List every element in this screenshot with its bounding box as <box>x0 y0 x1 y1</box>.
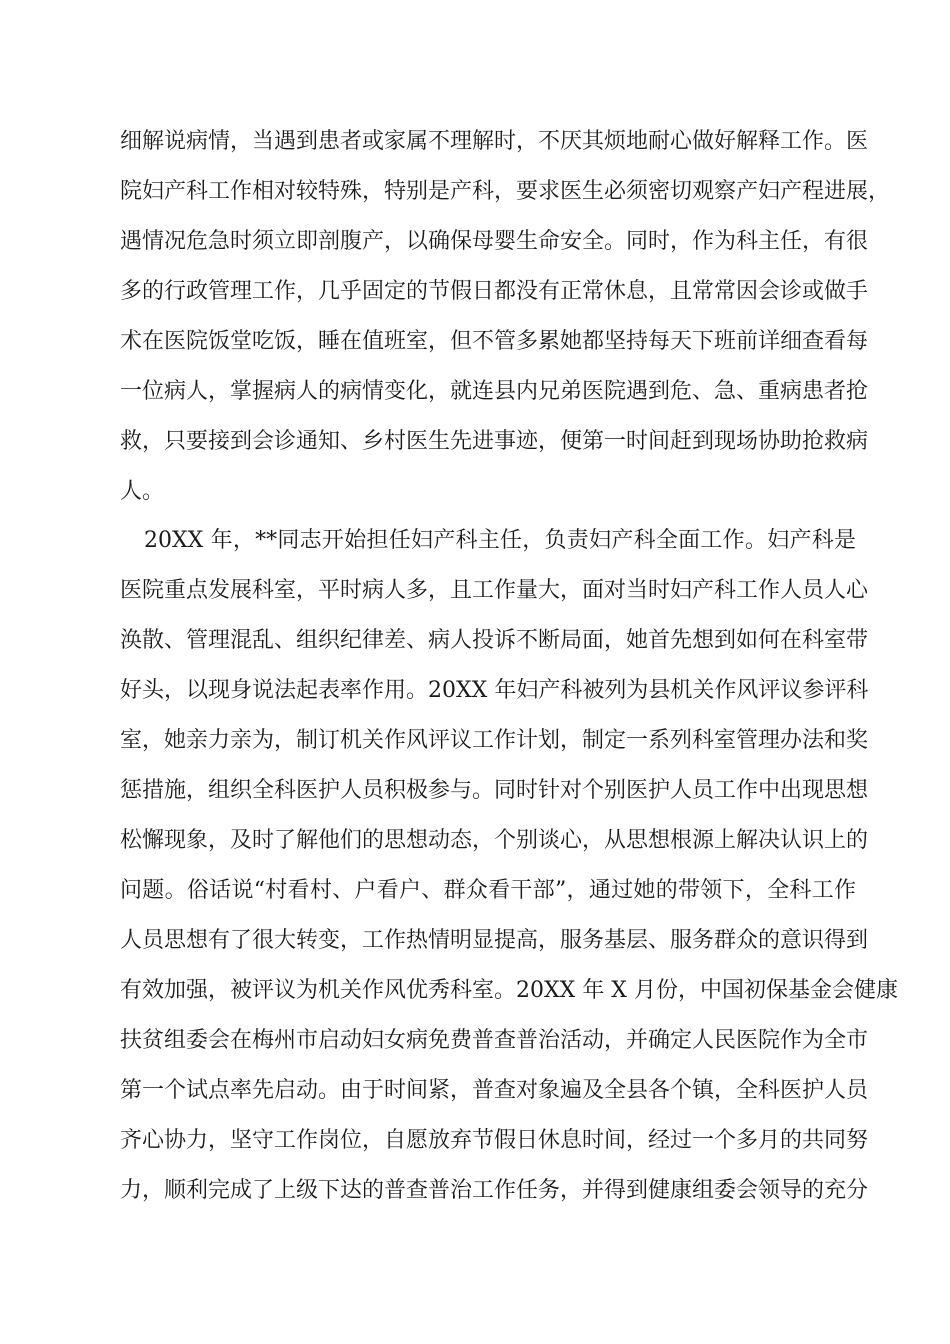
text-line: 涣散、管理混乱、组织纪律差、病人投诉不断局面，她首先想到如何在科室带 <box>120 628 869 653</box>
text-line: 问题。俗话说“村看村、户看户、群众看干部”，通过她的带领下，全科工作 <box>120 878 856 903</box>
text-line: 力，顺利完成了上级下达的普查普治工作任务，并得到健康组委会领导的充分 <box>120 1178 869 1203</box>
text-line: 术在医院饭堂吃饭，睡在值班室，但不管多累她都坚持每天下班前详细查看每 <box>120 329 869 354</box>
text-line: 扶贫组委会在梅州市启动妇女病免费普查普治活动，并确定人民医院作为全市 <box>120 1028 869 1053</box>
text-line: 一位病人，掌握病人的病情变化，就连县内兄弟医院遇到危、急、重病患者抢 <box>120 379 869 404</box>
text-line: 室，她亲力亲为，制订机关作风评议工作计划，制定一系列科室管理办法和奖 <box>120 728 869 753</box>
text-line: 细解说病情，当遇到患者或家属不理解时，不厌其烦地耐心做好解释工作。医 <box>120 129 869 154</box>
text-line: 有效加强，被评议为机关作风优秀科室。20XX 年 X 月份，中国初保基金会健康 <box>120 978 898 1003</box>
text-line: 救，只要接到会诊通知、乡村医生先进事迹，便第一时间赶到现场协助抢救病 <box>120 429 869 454</box>
text-line: 院妇产科工作相对较特殊，特别是产科，要求医生必须密切观察产妇产程进展， <box>120 179 891 204</box>
text-line: 遇情况危急时须立即剖腹产，以确保母婴生命安全。同时，作为科主任，有很 <box>120 229 869 254</box>
text-line: 医院重点发展科室，平时病人多，且工作量大，面对当时妇产科工作人员人心 <box>120 578 869 603</box>
text-line: 第一个试点率先启动。由于时间紧，普查对象遍及全县各个镇，全科医护人员 <box>120 1078 869 1103</box>
text-line: 人员思想有了很大转变，工作热情明显提高，服务基层、服务群众的意识得到 <box>120 928 869 953</box>
paragraph-first-line: 20XX 年，**同志开始担任妇产科主任，负责妇产科全面工作。妇产科是 <box>144 528 856 553</box>
text-line: 多的行政管理工作，几乎固定的节假日都没有正常休息，且常常因会诊或做手 <box>120 279 869 304</box>
text-line: 松懈现象，及时了解他们的思想动态，个别谈心，从思想根源上解决认识上的 <box>120 828 869 853</box>
text-line: 人。 <box>120 479 165 504</box>
text-line: 惩措施，组织全科医护人员积极参与。同时针对个别医护人员工作中出现思想 <box>120 778 869 803</box>
text-line: 好头，以现身说法起表率作用。20XX 年妇产科被列为县机关作风评议参评科 <box>120 678 869 703</box>
text-line: 齐心协力，坚守工作岗位，自愿放弃节假日休息时间，经过一个多月的共同努 <box>120 1128 869 1153</box>
